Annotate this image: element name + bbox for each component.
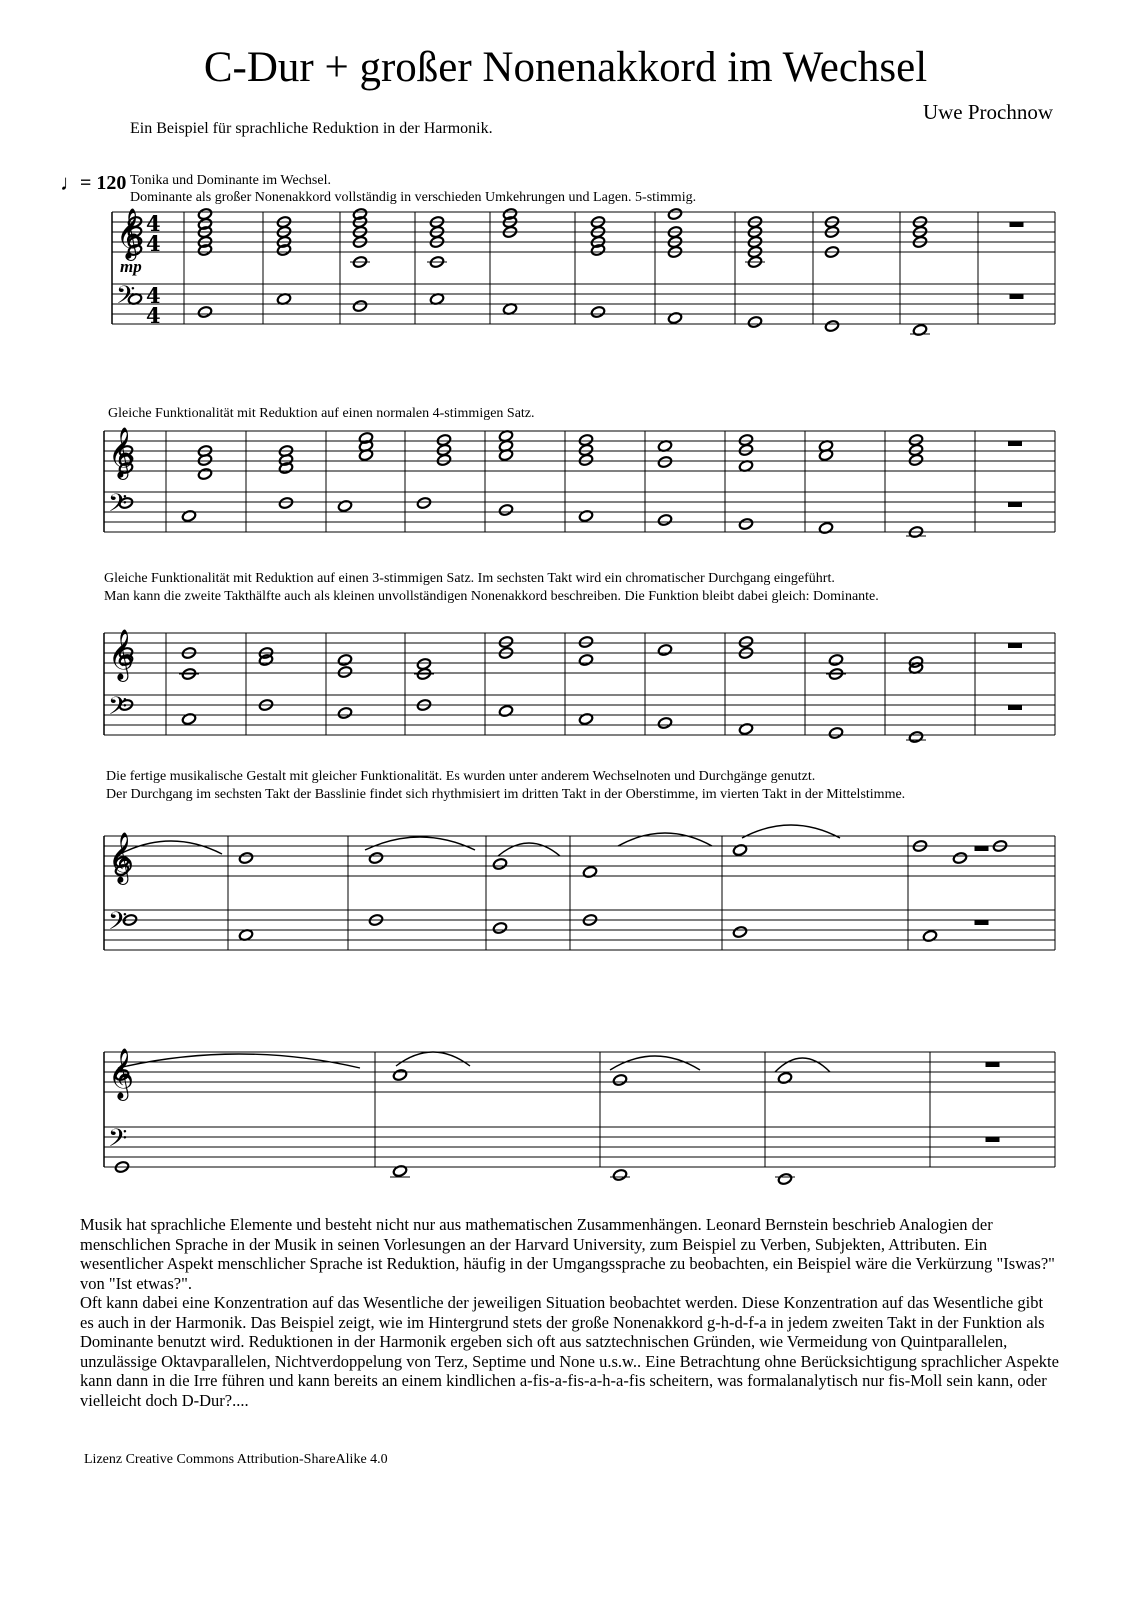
system-2-bass-note-8 xyxy=(657,514,672,527)
system-1-treble-whole-rest-icon xyxy=(1010,222,1024,227)
system-1-bass-note-7 xyxy=(590,306,605,319)
system-2-treble-clef-icon: 𝄞 xyxy=(108,427,135,478)
system-5-slur xyxy=(396,1052,470,1066)
system-3-chord-6-note xyxy=(498,636,513,649)
system-2-bass-note-4 xyxy=(337,500,352,513)
system-2-chord-11-note xyxy=(908,454,923,467)
system-1-bass-note-9 xyxy=(747,316,762,329)
dynamic-marking: mp xyxy=(120,257,142,276)
system-4-melody-note-7 xyxy=(732,844,747,857)
system-3-treble-whole-rest-icon xyxy=(1008,643,1022,648)
essay-paragraph-2: Oft kann dabei eine Konzentration auf das Wesentliche der jeweiligen Situation beobachtet werden. Diese Konzentration auf das Wesentliche gibt es auch in der Harmonik. Das Beispiel zeigt, wie im Hintergrund stets der große Nonenakkord g-h-d-f-a in jedem zweiten Takt in der Funktion als Dominante benutzt wird. Reduktionen in der Harmonik ergeben sich oft aus satztechnischen Gründen, wie Vermeidung von Quintparallelen, unzulässige Oktavparallelen, Nichtverdoppelung von Terz, Septime und None u.s.w.. Eine Betrachtung ohne Berücksichtigung sprachlicher Aspekte kann dann in die Irre führen und kann bereits an einem kindlichen a-fis-a-fis-a-h-a-fis scheitern, was formalanalytisch nur fis-Moll sein kann, oder vielleicht doch D-Dur?.... xyxy=(80,1293,1059,1410)
system-3-note-1: Gleiche Funktionalität mit Reduktion auf einen 3-stimmigen Satz. Im sechsten Takt wird ein chromatischer Durchgang eingeführt. xyxy=(104,571,835,586)
system-4-slur xyxy=(498,843,560,856)
system-3-chord-9-note xyxy=(738,636,753,649)
system-2-bass-note-7 xyxy=(578,510,593,523)
system-2-bass-whole-rest-icon xyxy=(1008,502,1022,507)
quarter-note-icon: ♩ xyxy=(60,170,82,195)
system-3-bass-clef-icon: 𝄢 xyxy=(108,692,128,727)
system-1-bass-note-10 xyxy=(824,320,839,333)
essay-text xyxy=(80,1215,1060,1410)
system-3-bass-note-4 xyxy=(337,707,352,720)
system-4-bass-note-6 xyxy=(732,926,747,939)
system-2-bass-note-5 xyxy=(416,497,431,510)
system-4-bass-note-4 xyxy=(492,922,507,935)
essay-paragraph-1: Musik hat sprachliche Elemente und besteht nicht nur aus mathematischen Zusammenhängen. Leonard Bernstein beschrieb Analogien der menschlichen Sprache in der Musik in seinen Vorlesungen an der Harvard University, zum Beispiel zu Verben, Subjekten, Attributen. Ein wesentlicher Aspekt menschlicher Sprache ist Reduktion, häufig in der Umgangssprache zu beobachten, ein Beispiel wäre die Verkürzung "Iswas?" von "Ist etwas?". xyxy=(80,1215,1055,1293)
system-4-slur xyxy=(120,841,222,854)
system-5-slur xyxy=(610,1056,700,1070)
system-4-melody-note-6 xyxy=(582,866,597,879)
system-3-bass-whole-rest-icon xyxy=(1008,705,1022,710)
system-1-bass-whole-rest-icon xyxy=(1010,294,1024,299)
system-4-melody-note-9 xyxy=(952,852,967,865)
system-1-time-signature-digit: 4 xyxy=(146,283,161,308)
system-2-bass-clef-icon: 𝄢 xyxy=(108,489,128,524)
system-1-treble-clef-icon: 𝄞 xyxy=(116,208,143,259)
license-text: Lizenz Creative Commons Attribution-ShareAlike 4.0 xyxy=(84,1452,388,1467)
system-5-melody-note-2 xyxy=(392,1069,407,1082)
system-3-bass-note-6 xyxy=(498,705,513,718)
system-2-bass-note-2 xyxy=(181,510,196,523)
system-1-time-signature-digit: 4 xyxy=(146,211,161,236)
system-4-bass-clef-icon: 𝄢 xyxy=(108,907,128,942)
system-5-treble-whole-rest-icon xyxy=(986,1062,1000,1067)
system-3-bass-note-10 xyxy=(828,727,843,740)
system-4-slur xyxy=(618,833,712,846)
system-4-slur xyxy=(365,837,475,850)
system-2-note-1: Gleiche Funktionalität mit Reduktion auf einen normalen 4-stimmigen Satz. xyxy=(108,406,535,421)
system-3-chord-7-note xyxy=(578,654,593,667)
system-5-bass-whole-rest-icon xyxy=(986,1137,1000,1142)
system-4-bass-note-7 xyxy=(922,930,937,943)
system-3-chord-4-note xyxy=(337,666,352,679)
system-3-bass-note-11 xyxy=(908,731,923,744)
subtitle: Ein Beispiel für sprachliche Reduktion in der Harmonik. xyxy=(130,120,493,137)
system-2-chord-8-note xyxy=(657,456,672,469)
system-1-bass-note-2 xyxy=(197,306,212,319)
composer-name: Uwe Prochnow xyxy=(922,100,1053,124)
system-1-bass-note-8 xyxy=(667,312,682,325)
system-3-chord-8-note xyxy=(657,644,672,657)
system-1-note-2: Dominante als großer Nonenakkord vollständig in verschieden Umkehrungen und Lagen. 5-stimmig. xyxy=(130,190,697,205)
system-3-bass-note-8 xyxy=(657,717,672,730)
system-4-treble-clef-icon: 𝄞 xyxy=(108,832,135,883)
system-5-treble-clef-icon: 𝄞 xyxy=(108,1048,135,1099)
system-4-treble-whole-rest-icon xyxy=(975,846,989,851)
system-4-melody-note-5 xyxy=(492,858,507,871)
system-4-note-1: Die fertige musikalische Gestalt mit gleicher Funktionalität. Es wurden unter anderem Wechselnoten und Durchgänge genutzt. xyxy=(106,769,816,784)
system-3-bass-note-7 xyxy=(578,713,593,726)
tempo-marking: = 120 xyxy=(80,172,127,194)
system-2-bass-note-9 xyxy=(738,518,753,531)
system-1-bass-note-11 xyxy=(912,324,927,337)
system-5-bass-note-2 xyxy=(392,1165,407,1178)
system-1-bass-clef-icon: 𝄢 xyxy=(116,281,136,316)
system-1-chord-8-note xyxy=(667,208,682,221)
system-2-treble-whole-rest-icon xyxy=(1008,441,1022,446)
system-2-chord-2-note xyxy=(197,468,212,481)
system-5-bass-note-4 xyxy=(777,1173,792,1186)
system-1-time-signature-digit: 4 xyxy=(146,303,161,328)
system-5-bass-note-3 xyxy=(612,1169,627,1182)
system-1-time-signature-digit: 4 xyxy=(146,231,161,256)
system-1-note-1: Tonika und Dominante im Wechsel. xyxy=(130,173,331,188)
system-3-treble-clef-icon: 𝄞 xyxy=(108,629,135,680)
system-3-note-2: Man kann die zweite Takthälfte auch als kleinen unvollständigen Nonenakkord beschreiben. Die Funktion bleibt dabei gleich: Dominante. xyxy=(104,589,879,604)
system-3-chord-10-note xyxy=(828,654,843,667)
system-2-chord-9-note xyxy=(738,444,753,457)
system-3-chord-7-note xyxy=(578,636,593,649)
system-4-melody-note-3 xyxy=(238,852,253,865)
system-3-bass-note-9 xyxy=(738,723,753,736)
system-2-bass-note-6 xyxy=(498,504,513,517)
system-2-bass-note-3 xyxy=(278,497,293,510)
system-3-bass-note-2 xyxy=(181,713,196,726)
system-4-bass-whole-rest-icon xyxy=(975,920,989,925)
page-title: C-Dur + großer Nonenakkord im Wechsel xyxy=(203,44,928,91)
system-2-chord-5-note xyxy=(436,454,451,467)
system-5-melody-note-3 xyxy=(612,1074,627,1087)
system-1-bass-note-4 xyxy=(352,300,367,313)
system-2-bass-note-10 xyxy=(818,522,833,535)
system-5-melody-note-4 xyxy=(777,1072,792,1085)
system-4-melody-note-4 xyxy=(368,852,383,865)
system-3-chord-4-note xyxy=(337,654,352,667)
system-5-slur xyxy=(775,1058,830,1072)
system-4-note-2: Der Durchgang im sechsten Takt der Basslinie findet sich rhythmisiert im dritten Takt in der Oberstimme, im vierten Takt in der Mittelstimme. xyxy=(106,787,906,802)
system-5-slur xyxy=(118,1054,360,1068)
system-2-chord-7-note xyxy=(578,454,593,467)
system-5-bass-clef-icon: 𝄢 xyxy=(108,1124,128,1159)
